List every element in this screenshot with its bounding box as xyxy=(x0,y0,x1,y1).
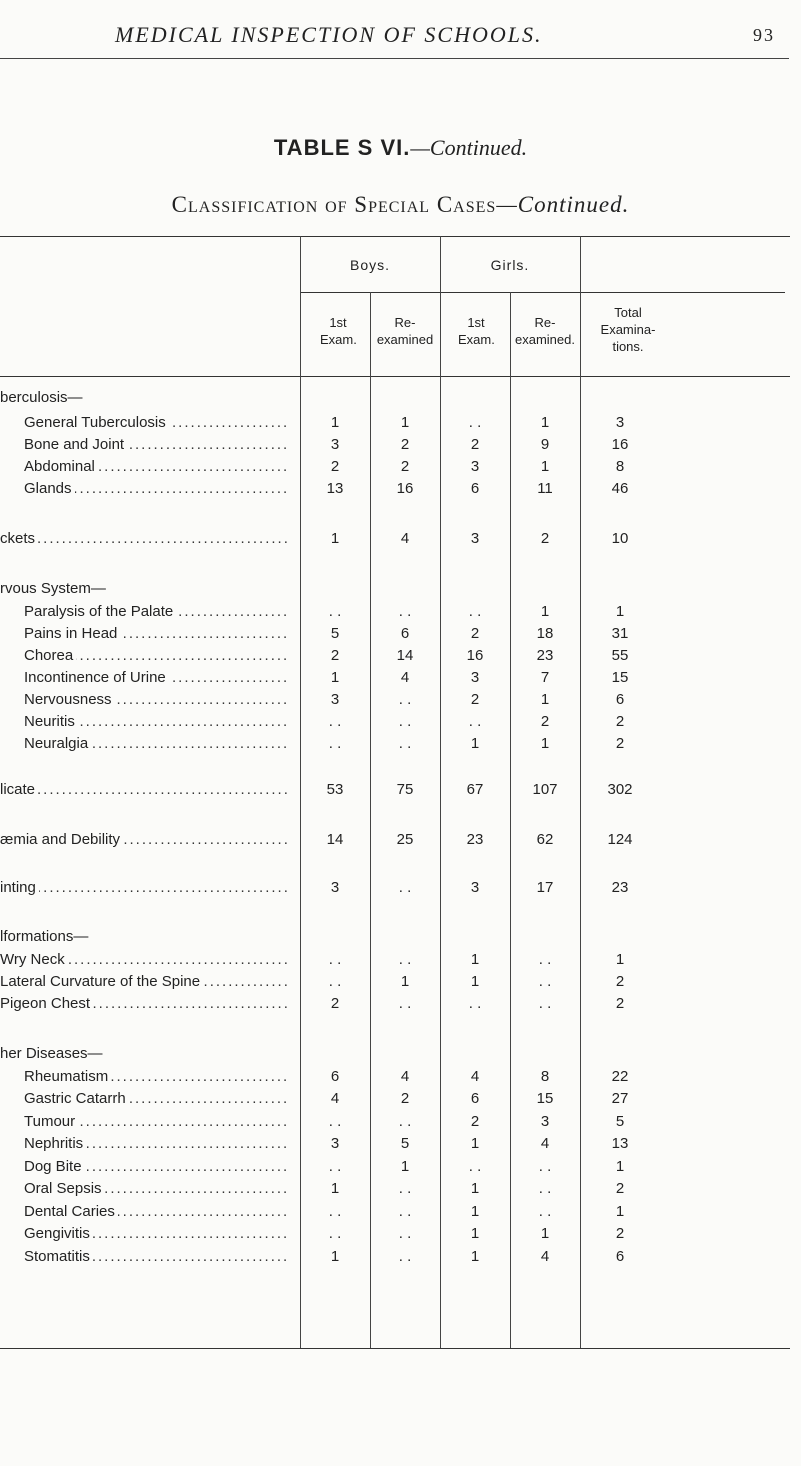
table-row xyxy=(0,879,801,901)
table-cell: . . xyxy=(468,1158,482,1175)
table-cell: 9 xyxy=(540,436,550,453)
table-row xyxy=(0,831,801,853)
row-label xyxy=(24,1180,290,1202)
row-label-text: Bone and Joint xyxy=(24,436,127,453)
row-label xyxy=(24,1203,290,1225)
table-cell: 4 xyxy=(540,1248,550,1265)
table-row xyxy=(0,1180,801,1202)
table-cell: 3 xyxy=(330,879,340,896)
table-cell: 16 xyxy=(466,647,484,664)
header-bottom-rule xyxy=(0,376,790,377)
girls-heading: Girls. xyxy=(490,257,530,273)
row-label-text: Gastric Catarrh xyxy=(24,1090,129,1107)
table-cell: 62 xyxy=(536,831,554,848)
table-cell: . . xyxy=(398,1248,412,1265)
table-cell: . . xyxy=(328,713,342,730)
table-cell: 2 xyxy=(615,1225,625,1242)
row-label xyxy=(24,603,290,625)
table-row xyxy=(0,389,801,411)
table-cell: 1 xyxy=(540,735,550,752)
table-cell: 1 xyxy=(330,1180,340,1197)
table-cell: 2 xyxy=(615,995,625,1012)
row-label-text: Incontinence of Urine xyxy=(24,669,169,686)
table-row xyxy=(0,1068,801,1090)
section-title xyxy=(0,192,801,218)
row-label xyxy=(0,879,290,901)
row-label xyxy=(24,1248,290,1270)
table-cell: 5 xyxy=(330,625,340,642)
row-label xyxy=(24,1158,290,1180)
group-rule xyxy=(300,292,785,293)
table-cell: 10 xyxy=(611,530,629,547)
row-label-text: Rheumatism xyxy=(24,1068,111,1085)
row-label-text: Paralysis of the Palate xyxy=(24,603,176,620)
table-cell: 7 xyxy=(540,669,550,686)
table-row xyxy=(0,973,801,995)
row-label xyxy=(0,389,290,411)
table-cell: 4 xyxy=(400,530,410,547)
row-label xyxy=(0,781,290,803)
row-label-text: Nephritis xyxy=(24,1135,86,1152)
table-cell: 1 xyxy=(330,1248,340,1265)
table-cell: 6 xyxy=(615,691,625,708)
table-cell: 27 xyxy=(611,1090,629,1107)
row-label xyxy=(0,530,290,552)
table-cell: 14 xyxy=(326,831,344,848)
row-label-text: rvous System— xyxy=(0,580,109,597)
table-cell: 2 xyxy=(470,625,480,642)
table-cell: . . xyxy=(468,414,482,431)
row-label xyxy=(24,1225,290,1247)
table-row xyxy=(0,1158,801,1180)
table-cell: 6 xyxy=(615,1248,625,1265)
table-cell: 17 xyxy=(536,879,554,896)
row-label xyxy=(24,713,290,735)
table-row xyxy=(0,928,801,950)
page-number: 93 xyxy=(753,25,775,45)
table-row xyxy=(0,625,801,647)
table-cell: . . xyxy=(468,603,482,620)
table-cell: 2 xyxy=(615,735,625,752)
row-label-text: Lateral Curvature of the Spine xyxy=(0,973,203,990)
row-label-text: Pigeon Chest xyxy=(0,995,93,1012)
table-cell: . . xyxy=(328,951,342,968)
table-cell: 1 xyxy=(470,735,480,752)
table-cell: . . xyxy=(398,1225,412,1242)
table-cell: . . xyxy=(398,1203,412,1220)
row-label xyxy=(24,1135,290,1157)
row-label xyxy=(24,669,290,691)
table-row xyxy=(0,580,801,602)
row-label xyxy=(0,831,290,853)
table-title-suffix: —Continued. xyxy=(410,135,528,160)
girls-re-examined-heading: Re-examined. xyxy=(515,315,575,347)
row-label-text: Tumour xyxy=(24,1113,78,1130)
table-cell: 1 xyxy=(470,1225,480,1242)
header-rule xyxy=(0,58,789,59)
table-cell: 23 xyxy=(466,831,484,848)
table-cell: 4 xyxy=(400,1068,410,1085)
row-label-text: Stomatitis xyxy=(24,1248,93,1265)
row-label xyxy=(24,1090,290,1112)
table-cell: 3 xyxy=(330,691,340,708)
table-cell: 18 xyxy=(536,625,554,642)
row-label xyxy=(24,458,290,480)
boys-first-exam-heading: 1st Exam. xyxy=(320,315,357,347)
table-cell: . . xyxy=(398,879,412,896)
table-cell: 3 xyxy=(615,414,625,431)
section-title-main: Classification of Special Cases xyxy=(171,192,497,217)
table-row xyxy=(0,530,801,552)
row-label-text: ckets xyxy=(0,530,38,547)
row-label-text: Neuritis xyxy=(24,713,78,730)
running-title: MEDICAL INSPECTION OF SCHOOLS. xyxy=(115,22,543,47)
table-title-label: TABLE S VI. xyxy=(273,135,411,160)
table-cell: 13 xyxy=(326,480,344,497)
table-cell: 15 xyxy=(536,1090,554,1107)
table-cell: 1 xyxy=(330,530,340,547)
table-row xyxy=(0,951,801,973)
table-cell: 2 xyxy=(615,973,625,990)
row-label xyxy=(0,580,290,602)
table-cell: . . xyxy=(398,1180,412,1197)
section-title-suffix: —Continued. xyxy=(496,192,630,217)
row-label xyxy=(24,1113,290,1135)
row-label-text: Dental Caries xyxy=(24,1203,118,1220)
row-label-text: Wry Neck xyxy=(0,951,68,968)
table-cell: . . xyxy=(328,735,342,752)
row-label-text: inting xyxy=(0,879,39,896)
row-label xyxy=(0,973,290,995)
table-cell: 1 xyxy=(615,1203,625,1220)
table-cell: 67 xyxy=(466,781,484,798)
row-label-text: Neuralgia xyxy=(24,735,91,752)
table-row xyxy=(0,713,801,735)
table-cell: 16 xyxy=(396,480,414,497)
table-cell: 13 xyxy=(611,1135,629,1152)
table-cell: . . xyxy=(398,603,412,620)
row-label-text: her Diseases— xyxy=(0,1045,106,1062)
girls-first-exam-heading: 1st Exam. xyxy=(458,315,495,347)
table-row xyxy=(0,436,801,458)
table-cell: 1 xyxy=(540,1225,550,1242)
table-row xyxy=(0,1248,801,1270)
table-cell: 23 xyxy=(536,647,554,664)
table-cell: 2 xyxy=(615,713,625,730)
table-cell: 25 xyxy=(396,831,414,848)
table-row xyxy=(0,458,801,480)
table-cell: 22 xyxy=(611,1068,629,1085)
row-label-text: Dog Bite xyxy=(24,1158,85,1175)
table-row xyxy=(0,603,801,625)
table-cell: 302 xyxy=(607,781,633,798)
table-cell: 6 xyxy=(470,1090,480,1107)
table-cell: 1 xyxy=(400,973,410,990)
row-label-text: Abdominal xyxy=(24,458,98,475)
table-cell: 107 xyxy=(532,781,558,798)
table-cell: . . xyxy=(328,1158,342,1175)
row-label-text: Nervousness xyxy=(24,691,115,708)
table-cell: 1 xyxy=(470,1248,480,1265)
table-cell: 75 xyxy=(396,781,414,798)
table-cell: 2 xyxy=(330,647,340,664)
table-cell: . . xyxy=(398,951,412,968)
row-label xyxy=(24,1068,290,1090)
table-cell: . . xyxy=(328,973,342,990)
table-cell: . . xyxy=(398,995,412,1012)
table-cell: 1 xyxy=(540,414,550,431)
table-cell: 1 xyxy=(470,1203,480,1220)
table-cell: 1 xyxy=(615,1158,625,1175)
table-cell: 16 xyxy=(611,436,629,453)
table-cell: 1 xyxy=(615,603,625,620)
row-label-text: berculosis— xyxy=(0,389,86,406)
table-cell: . . xyxy=(538,951,552,968)
table-cell: 3 xyxy=(470,879,480,896)
table-cell: 1 xyxy=(615,951,625,968)
row-label xyxy=(0,951,290,973)
table-cell: . . xyxy=(538,973,552,990)
table-row xyxy=(0,669,801,691)
table-row xyxy=(0,1090,801,1112)
table-cell: 2 xyxy=(540,713,550,730)
table-cell: . . xyxy=(468,713,482,730)
row-label-text: Gengivitis xyxy=(24,1225,93,1242)
table-cell: 5 xyxy=(400,1135,410,1152)
row-label-text: lformations— xyxy=(0,928,91,945)
table-cell: 2 xyxy=(540,530,550,547)
table-cell: 2 xyxy=(330,458,340,475)
table-cell: 2 xyxy=(400,458,410,475)
row-label xyxy=(0,928,290,950)
table-cell: 1 xyxy=(470,1180,480,1197)
row-label-text: Glands xyxy=(24,480,75,497)
table-title xyxy=(0,135,801,161)
table-cell: 4 xyxy=(470,1068,480,1085)
table-cell: 4 xyxy=(540,1135,550,1152)
table-cell: 11 xyxy=(537,480,553,497)
row-label-text: Pains in Head xyxy=(24,625,120,642)
row-label-text: Oral Sepsis xyxy=(24,1180,105,1197)
total-heading: Total Examina-tions. xyxy=(600,305,656,354)
table-cell: 1 xyxy=(540,458,550,475)
table-cell: . . xyxy=(328,1203,342,1220)
table-cell: 1 xyxy=(470,973,480,990)
row-label xyxy=(0,1045,290,1067)
table-cell: 4 xyxy=(400,669,410,686)
row-label xyxy=(24,436,290,458)
table-cell: 1 xyxy=(470,1135,480,1152)
table-cell: 8 xyxy=(615,458,625,475)
table-cell: . . xyxy=(398,713,412,730)
table-row xyxy=(0,995,801,1017)
table-cell: 55 xyxy=(611,647,629,664)
row-label xyxy=(24,625,290,647)
table-cell: 6 xyxy=(330,1068,340,1085)
table-row xyxy=(0,1045,801,1067)
table-cell: . . xyxy=(538,1158,552,1175)
table-row xyxy=(0,647,801,669)
table-row xyxy=(0,414,801,436)
row-label xyxy=(24,414,290,436)
table-cell: 31 xyxy=(611,625,629,642)
table-cell: 3 xyxy=(470,458,480,475)
table-cell: . . xyxy=(328,1113,342,1130)
row-label xyxy=(24,735,290,757)
table-cell: 4 xyxy=(330,1090,340,1107)
table-row xyxy=(0,480,801,502)
table-row xyxy=(0,1225,801,1247)
table-cell: 1 xyxy=(470,951,480,968)
table-cell: 1 xyxy=(400,414,410,431)
table-row xyxy=(0,691,801,713)
row-label xyxy=(0,995,290,1017)
row-label-text: General Tuberculosis xyxy=(24,414,169,431)
table-cell: 1 xyxy=(330,414,340,431)
table-bottom-rule xyxy=(0,1348,790,1349)
table-cell: 15 xyxy=(611,669,629,686)
table-row xyxy=(0,735,801,757)
table-cell: 53 xyxy=(326,781,344,798)
table-cell: 2 xyxy=(470,1113,480,1130)
table-cell: . . xyxy=(468,995,482,1012)
table-cell: 124 xyxy=(607,831,633,848)
row-label-text: æmia and Debility xyxy=(0,831,123,848)
table-cell: 5 xyxy=(615,1113,625,1130)
table-cell: . . xyxy=(398,735,412,752)
table-cell: 2 xyxy=(330,995,340,1012)
table-cell: . . xyxy=(538,1203,552,1220)
table-cell: 1 xyxy=(400,1158,410,1175)
table-cell: 1 xyxy=(540,603,550,620)
table-cell: 3 xyxy=(470,669,480,686)
table-cell: 2 xyxy=(615,1180,625,1197)
table-cell: 14 xyxy=(396,647,414,664)
row-label-text: Chorea xyxy=(24,647,76,664)
table-cell: . . xyxy=(538,1180,552,1197)
table-cell: 6 xyxy=(470,480,480,497)
table-cell: 3 xyxy=(330,436,340,453)
table-row xyxy=(0,1113,801,1135)
table-row xyxy=(0,1135,801,1157)
table-cell: 1 xyxy=(540,691,550,708)
table-cell: 2 xyxy=(400,1090,410,1107)
row-label xyxy=(24,480,290,502)
table-cell: 23 xyxy=(611,879,629,896)
table-cell: 8 xyxy=(540,1068,550,1085)
table-cell: . . xyxy=(398,1113,412,1130)
table-cell: . . xyxy=(328,603,342,620)
table-cell: 2 xyxy=(470,436,480,453)
row-label-text: licate xyxy=(0,781,38,798)
table-cell: 3 xyxy=(330,1135,340,1152)
table-row xyxy=(0,781,801,803)
table-cell: . . xyxy=(398,691,412,708)
table-cell: . . xyxy=(328,1225,342,1242)
table-cell: 2 xyxy=(470,691,480,708)
table-row xyxy=(0,1203,801,1225)
row-label xyxy=(24,691,290,713)
table-cell: 2 xyxy=(400,436,410,453)
table-cell: . . xyxy=(538,995,552,1012)
table-cell: 1 xyxy=(330,669,340,686)
table-cell: 46 xyxy=(611,480,629,497)
row-label xyxy=(24,647,290,669)
boys-heading: Boys. xyxy=(349,257,390,273)
table-cell: 3 xyxy=(540,1113,550,1130)
boys-re-examined-heading: Re-examined xyxy=(376,315,434,347)
table-top-rule xyxy=(0,236,790,237)
table-cell: 3 xyxy=(470,530,480,547)
table-cell: 6 xyxy=(400,625,410,642)
